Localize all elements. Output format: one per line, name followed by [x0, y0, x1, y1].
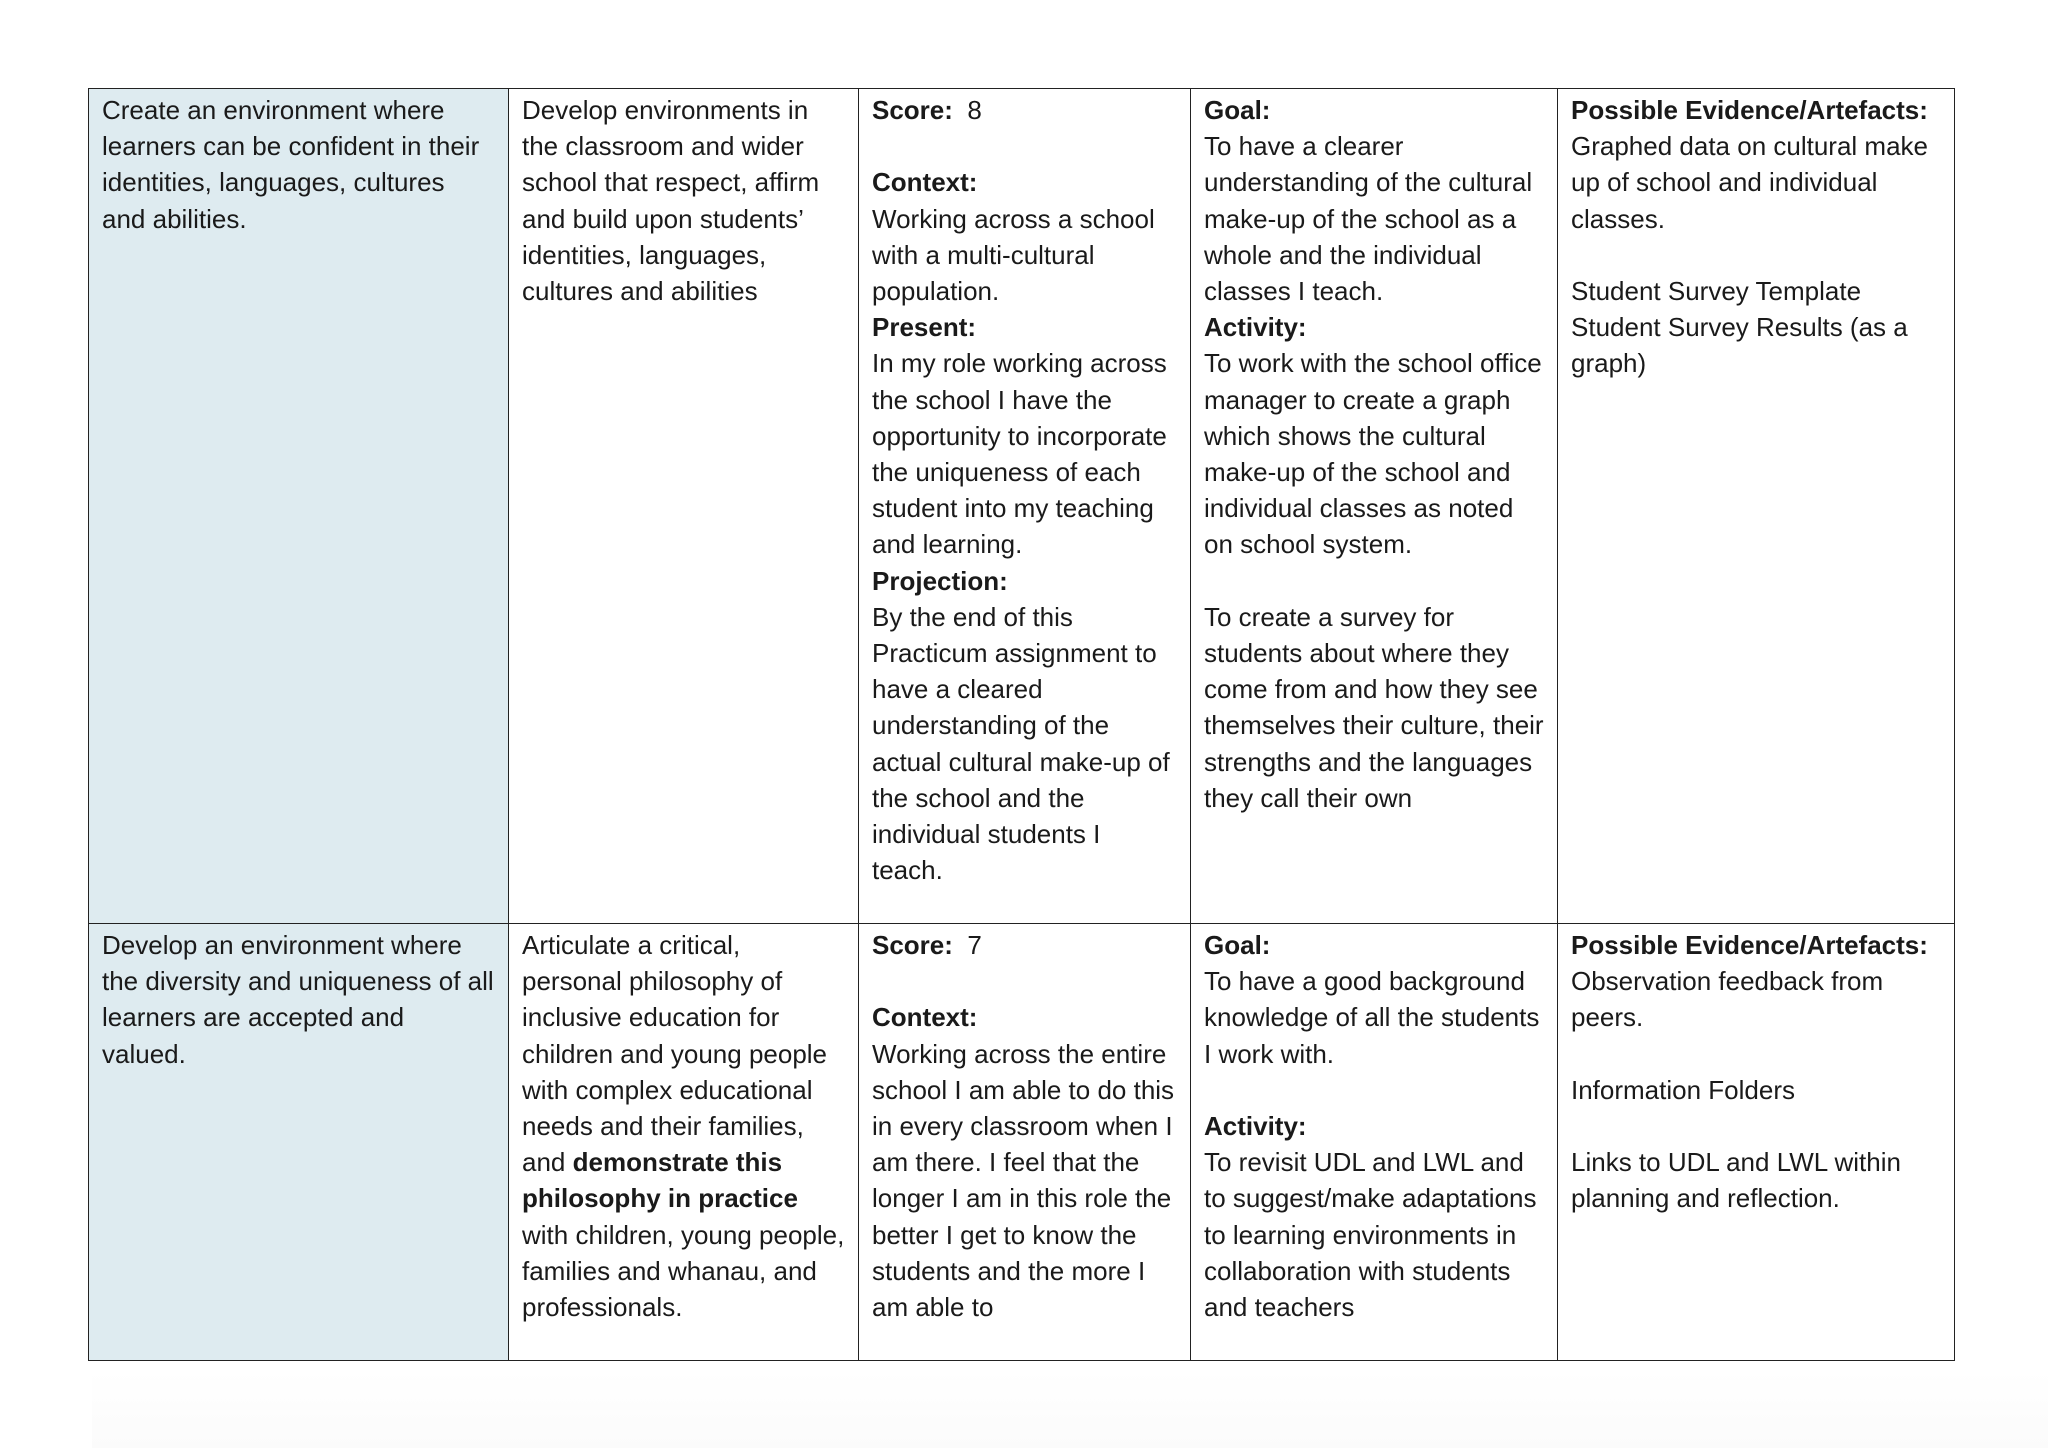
present-label: Present: [872, 312, 977, 343]
goal-text: To have a clearer understanding of the cultural make-up of the school as a whole and the individual classes I teach. [1204, 131, 1533, 307]
projection-label: Projection: [872, 565, 1008, 596]
criterion-cell [89, 89, 509, 924]
projection-text: By the end of this Practicum assignment to have a cleared understanding of the actual cultural make-up of the school and the individual students I teach. [872, 601, 1170, 886]
page-bottom-shade [92, 1370, 2048, 1448]
descriptor-cell [509, 89, 859, 924]
activity-label: Activity: [1204, 1111, 1307, 1141]
score-line [872, 92, 1177, 128]
criterion-text: Develop an environment where the diversity and uniqueness of all learners are accepted and valued. [102, 930, 494, 1069]
evidence-item: Observation feedback from peers. [1571, 966, 1884, 1033]
activity-text: To create a survey for students about where they come from and how they see themselves their culture, their strengths and the languages they call their own [1204, 601, 1544, 813]
activity-text: To revisit UDL and LWL and to suggest/make adaptations to learning environments in collaboration with students and teachers [1204, 1147, 1537, 1323]
evidence-label: Possible Evidence/Artefacts: [1571, 95, 1928, 125]
score-label: Score: [872, 95, 953, 125]
context-label: Context: [872, 167, 978, 198]
evidence-item: Graphed data on cultural make up of school and individual classes. [1571, 131, 1928, 234]
evidence-label: Possible Evidence/Artefacts: [1571, 930, 1928, 960]
criterion-cell [89, 924, 509, 1361]
reflection-cell [859, 924, 1191, 1361]
goal-cell [1191, 89, 1558, 924]
context-text: Working across a school with a multi-cultural population. [872, 203, 1155, 306]
context-text: Working across the entire school I am able to do this in every classroom when I am there. I feel that the longer I am in this role the better I get to know the students and the more I am able to [872, 1038, 1175, 1323]
activity-label: Activity: [1204, 312, 1307, 343]
criterion-text: Create an environment where learners can be confident in their identities, languages, cultures and abilities. [102, 95, 480, 234]
goal-label: Goal: [1204, 95, 1271, 125]
evidence-item: Student Survey Template [1571, 276, 1862, 306]
reflection-cell [859, 89, 1191, 924]
evidence-cell [1558, 924, 1955, 1361]
evidence-cell [1558, 89, 1955, 924]
descriptor-cell [509, 924, 859, 1361]
score-line [872, 927, 1177, 963]
context-label: Context: [872, 1002, 978, 1033]
descriptor-emphasis: demonstrate this philosophy in practice [522, 1147, 798, 1214]
evidence-item: Student Survey Results (as a graph) [1571, 312, 1908, 379]
descriptor-text: Develop environments in the classroom and wider school that respect, affirm and build upon students’ identities, languages, cultures and abilities [522, 95, 820, 307]
score-value: 7 [967, 930, 982, 960]
goal-text: To have a good background knowledge of all the students I work with. [1204, 966, 1540, 1069]
table-row [89, 89, 1955, 924]
rubric-table [88, 88, 1955, 1361]
descriptor-text: Articulate a critical, personal philosophy of inclusive education for children and young people with complex educational needs and their families, and [522, 930, 828, 1178]
score-label: Score: [872, 930, 953, 960]
goal-label: Goal: [1204, 930, 1271, 960]
evidence-item: Information Folders [1571, 1074, 1795, 1105]
table-row [89, 924, 1955, 1361]
activity-text: To work with the school office manager to create a graph which shows the cultural make-up of the school and individual classes as noted on school system. [1204, 348, 1542, 560]
goal-cell [1191, 924, 1558, 1361]
evidence-item: Links to UDL and LWL within planning and reflection. [1571, 1147, 1901, 1214]
present-text: In my role working across the school I have the opportunity to incorporate the uniqueness of each student into my teaching and learning. [872, 348, 1167, 560]
score-value: 8 [967, 95, 982, 125]
descriptor-text: with children, young people, families and whanau, and professionals. [522, 1219, 845, 1323]
